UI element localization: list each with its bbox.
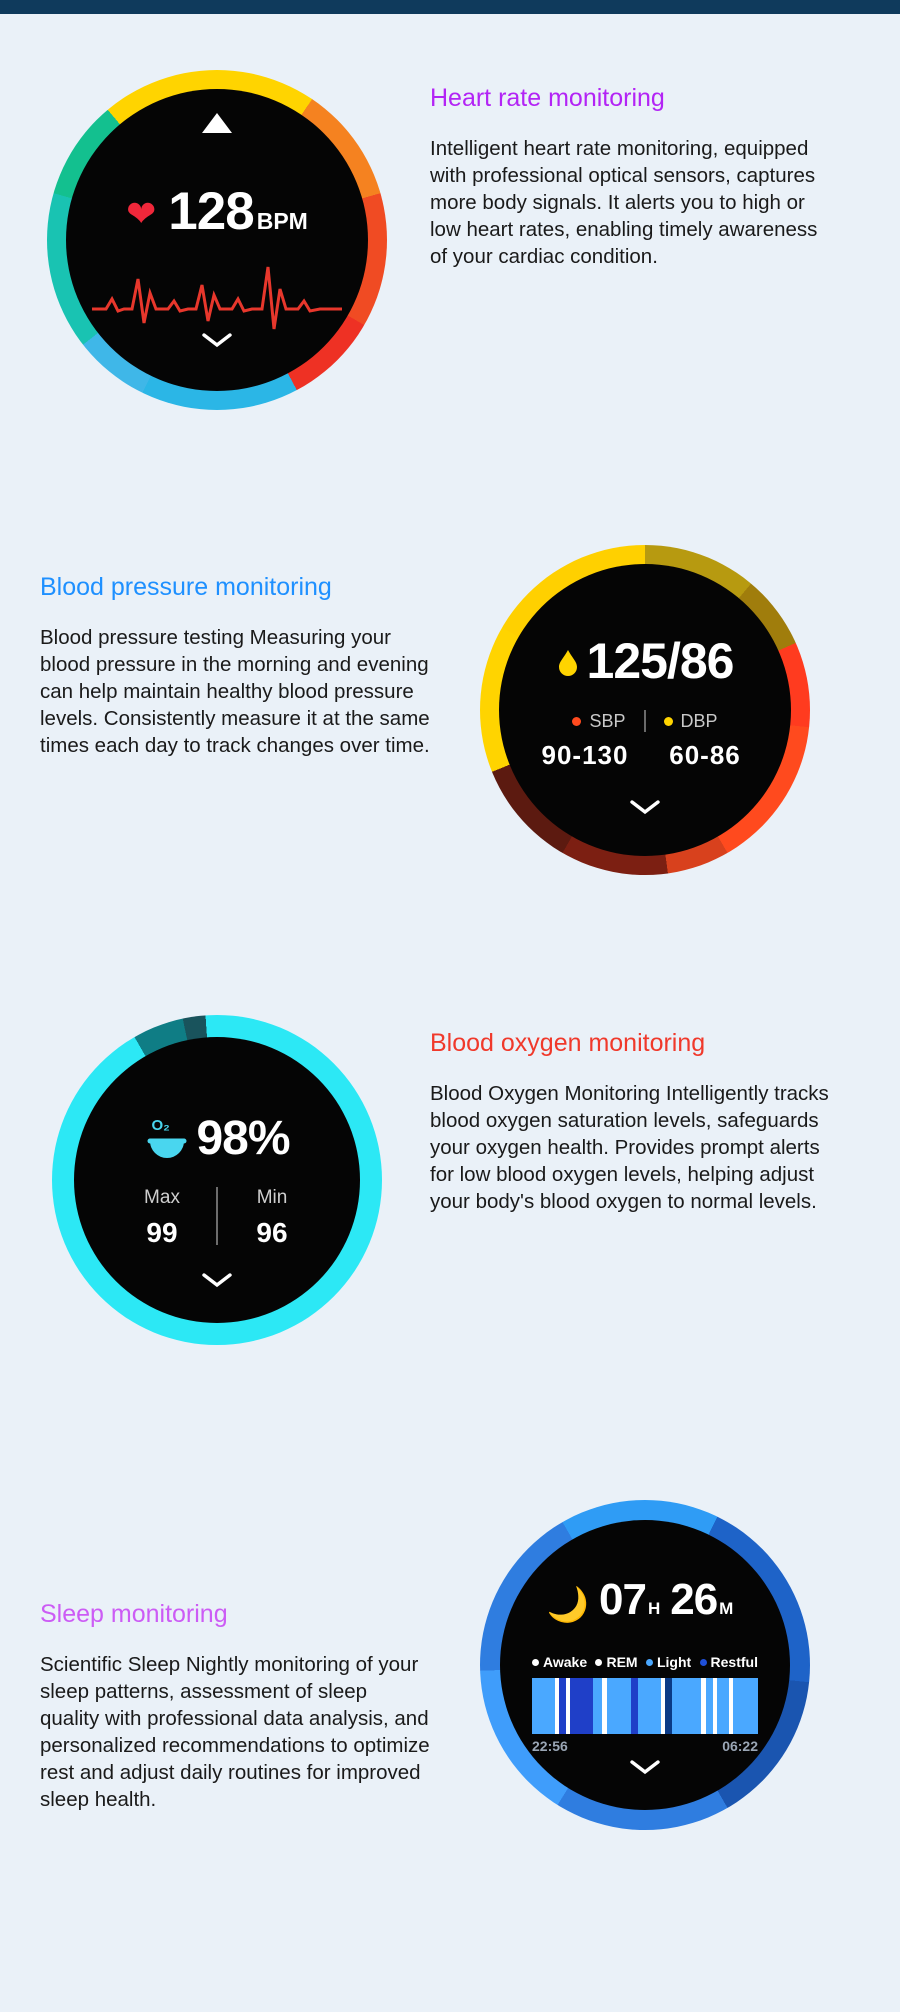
sleep-legend-dot <box>646 1659 653 1666</box>
sleep-stage-segment <box>559 1678 566 1734</box>
feature-heart-rate <box>0 70 900 410</box>
sleep-hours: 07 <box>598 1575 646 1624</box>
sleep-stage-segment <box>631 1678 638 1734</box>
o2-label: O₂ <box>151 1117 170 1134</box>
sleep-legend-dot <box>532 1659 539 1666</box>
sleep-legend-item <box>700 1654 758 1670</box>
blood-oxygen-watch-column <box>0 1015 430 1345</box>
min-value: 96 <box>256 1217 288 1248</box>
sleep-stage-segment <box>665 1678 672 1734</box>
blood-pressure-text-column <box>0 545 430 875</box>
sleep-body: Scientific Sleep Nightly monitoring of your sleep patterns, assessment of sleep quality with professional data analysis, and personalized recommendations to optimize rest and adjust daily routines for improved sleep health. <box>40 1653 430 1812</box>
sleep-legend-dot <box>700 1659 707 1666</box>
sleep-watch-column <box>430 1500 860 1830</box>
sleep-minutes-unit: M <box>719 1599 734 1618</box>
blood-pressure-value: 125/86 <box>586 633 734 689</box>
sleep-stage-segment <box>532 1678 555 1734</box>
heart-rate-body: Intelligent heart rate monitoring, equipped with professional optical sensors, captures more body signals. It alerts you to high or low heart rates, enabling timely awareness of your cardiac condition. <box>430 137 818 269</box>
sbp-label: SBP <box>589 710 626 731</box>
chevron-down-icon[interactable] <box>200 331 234 349</box>
blood-pressure-legend <box>499 710 791 732</box>
min-label: Min <box>256 1187 288 1208</box>
sbp-color-dot <box>572 717 581 726</box>
sleep-legend-label: Restful <box>710 1654 758 1670</box>
sleep-legend <box>532 1654 758 1670</box>
blood-oxygen-body: Blood Oxygen Monitoring Intelligently tracks blood oxygen saturation levels, safeguards your oxygen health. Provides prompt alerts for low blood oxygen levels, helping adjust your body's blood oxygen to normal levels. <box>430 1082 829 1214</box>
chevron-down-icon[interactable] <box>200 1271 234 1289</box>
sleep-stage-segment <box>706 1678 713 1734</box>
sleep-watch-face[interactable] <box>480 1500 810 1830</box>
sleep-stage-segment <box>672 1678 701 1734</box>
sleep-stage-segment <box>638 1678 661 1734</box>
oxygen-drop-icon <box>144 1119 190 1159</box>
heart-rate-value: 128 <box>168 182 254 241</box>
heart-icon: ❤ <box>126 193 157 234</box>
sleep-legend-dot <box>595 1659 602 1666</box>
sleep-legend-item <box>595 1654 637 1670</box>
blood-pressure-screen <box>499 564 791 856</box>
ecg-waveform <box>92 249 342 339</box>
blood-oxygen-watch-face[interactable] <box>52 1015 382 1345</box>
blood-pressure-watch-column <box>430 545 860 875</box>
heart-rate-text-column <box>430 70 860 410</box>
blood-oxygen-values <box>74 1217 360 1249</box>
feature-blood-oxygen <box>0 1015 900 1345</box>
blood-oxygen-value: 98% <box>196 1112 290 1165</box>
sleep-stage-segment <box>717 1678 728 1734</box>
sleep-screen <box>500 1520 790 1810</box>
blood-pressure-readout <box>499 633 791 689</box>
heart-rate-watch-column <box>0 70 430 410</box>
blood-oxygen-heading: Blood oxygen monitoring <box>430 1029 706 1057</box>
chevron-down-icon[interactable] <box>628 1758 662 1776</box>
blood-pressure-ranges <box>499 740 791 771</box>
max-label: Max <box>144 1187 180 1208</box>
sleep-stage-segment <box>593 1678 602 1734</box>
sleep-minutes: 26 <box>670 1575 718 1624</box>
heart-rate-heading: Heart rate monitoring <box>430 84 665 112</box>
sleep-hours-unit: H <box>647 1599 661 1618</box>
sleep-legend-item <box>646 1654 691 1670</box>
sleep-stage-chart <box>532 1678 758 1734</box>
top-bar <box>0 0 900 14</box>
sleep-duration-readout <box>500 1575 790 1624</box>
heart-rate-readout <box>66 182 368 241</box>
blood-pressure-watch-face[interactable] <box>480 545 810 875</box>
up-triangle-icon <box>202 113 232 133</box>
dbp-label: DBP <box>680 710 718 731</box>
sbp-range: 90-130 <box>541 740 629 770</box>
sleep-legend-label: Light <box>656 1654 692 1670</box>
heart-rate-unit: BPM <box>256 208 308 234</box>
sbp-legend-item <box>572 711 625 732</box>
blood-drop-icon <box>557 649 579 677</box>
blood-pressure-heading: Blood pressure monitoring <box>40 573 332 601</box>
blood-oxygen-screen <box>74 1037 360 1323</box>
blood-oxygen-readout <box>74 1112 360 1165</box>
sleep-end-time: 06:22 <box>722 1738 758 1754</box>
sleep-legend-label: Awake <box>543 1654 588 1670</box>
max-value: 99 <box>146 1217 178 1248</box>
heart-rate-screen <box>66 89 368 391</box>
sleep-start-time: 22:56 <box>532 1738 568 1754</box>
sleep-legend-label: REM <box>606 1654 638 1670</box>
dbp-color-dot <box>664 717 673 726</box>
feature-blood-pressure <box>0 545 900 875</box>
sleep-legend-item <box>532 1654 587 1670</box>
sleep-text-column <box>0 1500 430 1830</box>
blood-pressure-body: Blood pressure testing Measuring your blood pressure in the morning and evening can help maintain healthy blood pressure levels. Consistently measure it at the same times each day to track changes over time. <box>40 626 430 758</box>
moon-icon: 🌙 <box>546 1586 589 1624</box>
sleep-stage-segment <box>733 1678 758 1734</box>
sleep-stage-segment <box>570 1678 593 1734</box>
heart-rate-watch-face[interactable] <box>47 70 387 410</box>
blood-oxygen-text-column <box>430 1015 860 1345</box>
dbp-range: 60-86 <box>669 740 741 770</box>
feature-sleep <box>0 1500 900 1830</box>
chevron-down-icon[interactable] <box>628 798 662 816</box>
sleep-heading: Sleep monitoring <box>40 1600 228 1628</box>
dbp-legend-item <box>664 711 718 732</box>
sleep-stage-segment <box>607 1678 632 1734</box>
sleep-time-range <box>532 1738 758 1754</box>
legend-divider <box>644 710 646 732</box>
